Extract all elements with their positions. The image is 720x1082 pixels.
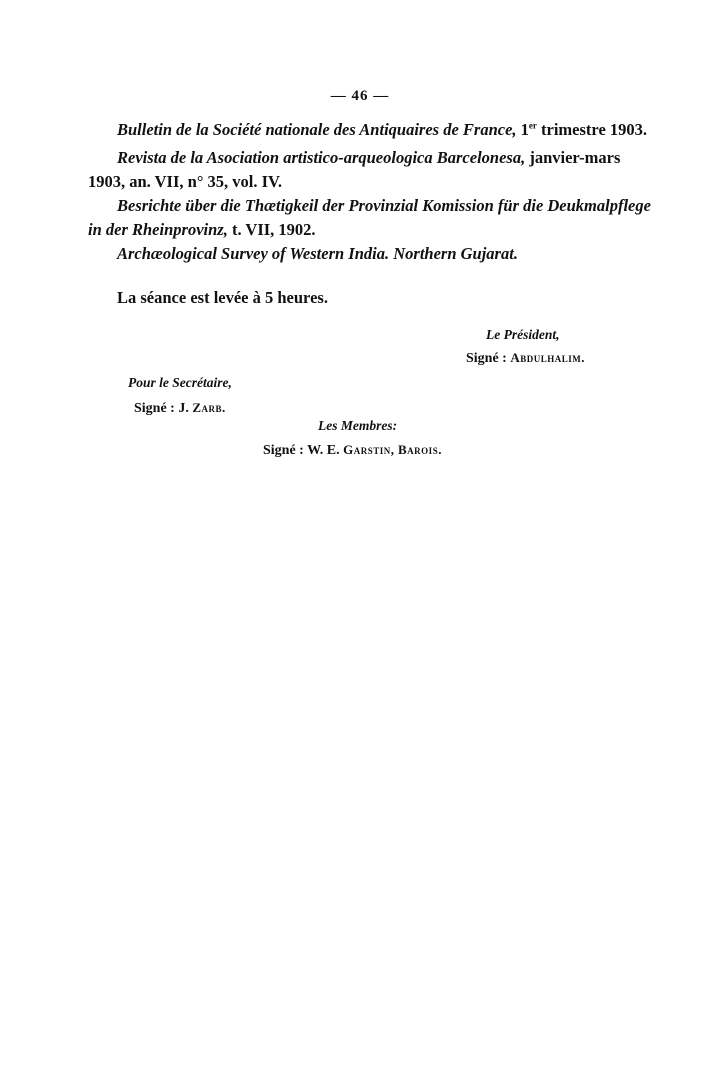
reference-3 <box>117 196 651 216</box>
reference-title: Revista de la Asociation artistico-arqueologica Barcelonesa, <box>117 148 526 167</box>
reference-sup-prefix: 1 <box>520 120 529 139</box>
reference-detail: janvier-mars <box>525 148 621 167</box>
page-number: — 46 — <box>330 88 390 104</box>
reference-sup: er <box>528 120 537 131</box>
reference-detail: trimestre 1903. <box>536 120 648 139</box>
signed-label: Signé : W. E. <box>263 443 340 458</box>
signed-label: Signé : <box>466 351 507 366</box>
reference-4 <box>117 244 518 264</box>
signed-label: Signé : J. <box>134 401 189 416</box>
reference-title: Besrichte über die Thætigkeil der Provinzial Komission für die Deukmalpflege <box>117 196 651 215</box>
reference-3-continued <box>88 220 316 240</box>
reference-title: in der Rheinprovinz, <box>88 220 228 239</box>
reference-1 <box>117 120 647 140</box>
reference-detail: t. VII, 1902. <box>227 220 316 239</box>
secretary-name: Zarb. <box>192 400 226 415</box>
reference-title: Bulletin de la Société nationale des Antiquaires de France, <box>117 120 517 139</box>
president-name: Abdulhalim. <box>510 350 585 365</box>
member-name-barois: Barois. <box>398 442 442 457</box>
reference-2-continued <box>88 172 282 192</box>
members-role: Les Membres: <box>318 418 398 433</box>
secretary-role: Pour le Secrétaire, <box>128 375 232 390</box>
reference-title: Archæological Survey of Western India. Northern Gujarat. <box>117 244 518 263</box>
member-name-garstin: Garstin, <box>343 442 395 457</box>
members-signature <box>263 442 442 459</box>
reference-detail: 1903, an. VII, n° 35, vol. IV. <box>88 172 282 191</box>
secretary-signature <box>134 400 226 417</box>
closing-statement: La séance est levée à 5 heures. <box>117 288 328 307</box>
reference-2 <box>117 148 620 168</box>
president-signature <box>466 350 585 367</box>
president-role: Le Président, <box>486 327 560 342</box>
